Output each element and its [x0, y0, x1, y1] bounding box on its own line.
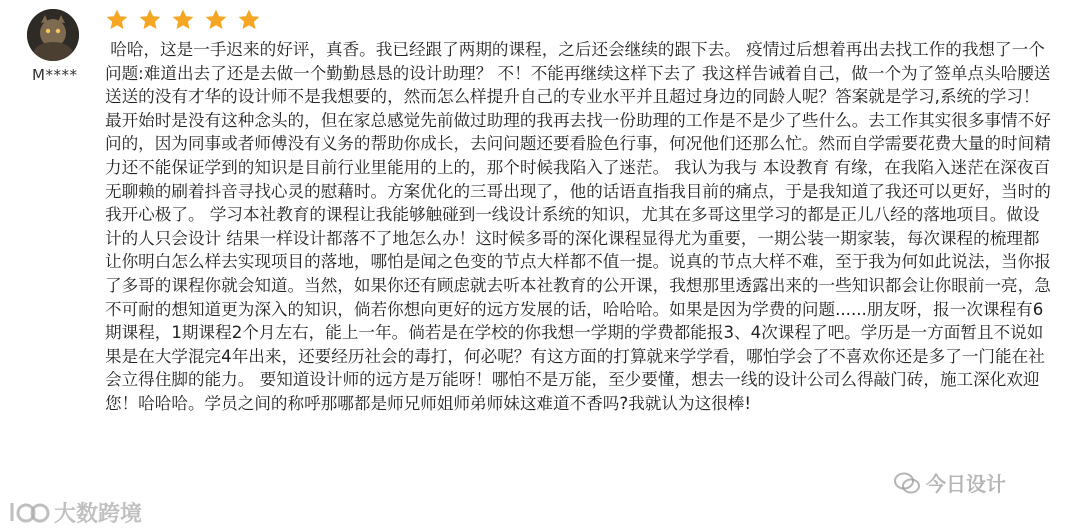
watermark-right-text: 今日设计: [926, 472, 1006, 496]
avatar[interactable]: [27, 9, 79, 61]
wechat-icon: [894, 472, 920, 494]
star-icon: [105, 8, 129, 32]
star-icon: [204, 8, 228, 32]
watermark-left-text: 大数跨境: [54, 502, 143, 527]
avatar-image: [27, 9, 79, 61]
watermark-left: [6, 497, 142, 528]
star-icon: [237, 8, 261, 32]
review-text: 哈哈，这是一手迟来的好评，真香。我已经跟了两期的课程，之后还会继续的跟下去。 疫情过后想着再出去找工作的我想了一个问题:难道出去了还是去做一个勤勤恳恳的设计助理？ 不！不能再继续这样下去了 我这样告诫着自己，做一个为了签单点头哈腰送送送的没有才华的设计师不是我想要的，然而怎么样提升自己的专业水平并且超过身边的同龄人呢？答案就是学习,系统的学习！ 最开始时是没有这种念头的，但在家总感觉先前做过助理的我再去找一份助理的工作是不是少了些什么。去工作其实很多事情不好问的，因为同事或者师傅没有义务的帮助你成长，去问问题还要看脸色行事，何况他们还那么忙。然而自学需要花费大量的时间精力还不能保证学到的知识是目前行业里能用的上的，那个时候我陷入了迷茫。 我认为我与 本设教育 有缘，在我陷入迷茫在深夜百无聊赖的刷着抖音寻找心灵的慰藉时。方案优化的三哥出现了，他的话语直指我目前的痛点，于是我知道了我还可以更好，当时的我开心极了。 学习本社教育的课程让我能够触碰到一线设计系统的知识，尤其在多哥这里学习的都是正儿八经的落地项目。做设计的人只会设计 结果一样设计都落不了地怎么办！这时候多哥的深化课程显得尤为重要，一期公装一期家装，每次课程的梳理都让你明白怎么样去实现项目的落地，哪怕是闻之色变的节点大样都不值一提。说真的节点大样不难，至于我为何如此说法，当你报了多哥的课程你就会知道。当然，如果你还有顾虑就去听本社教育的公开课，我想那里透露出来的一些知识都会让你眼前一亮，急不可耐的想知道更为深入的知识，倘若你想向更好的远方发展的话，哈哈哈。如果是因为学费的问题......朋友呀，报一次课程有6期课程，1期课程2个月左右，能上一年。倘若是在学校的你我想一学期的学费都能报3、4次课程了吧。学历是一方面暂且不说如果是在大学混完4年出来，还要经历社会的毒打，何必呢？有这方面的打算就来学学看，哪怕学会了不喜欢你还是多了一门能在社会立得住脚的能力。 要知道设计师的远方是万能呀！哪怕不是万能，至少要懂，想去一线的设计公司么得敲门砖，施工深化欢迎您！哈哈哈。学员之间的称呼那哪都是师兄师姐师弟师妹这难道不香吗?我就认为这很棒!: [105, 40, 1051, 413]
username: M****: [32, 66, 78, 84]
star-icon: [138, 8, 162, 32]
watermark-logo-icon: [6, 499, 50, 527]
star-rating: [105, 8, 261, 36]
star-icon: [171, 8, 195, 32]
watermark-right: [894, 468, 1006, 497]
